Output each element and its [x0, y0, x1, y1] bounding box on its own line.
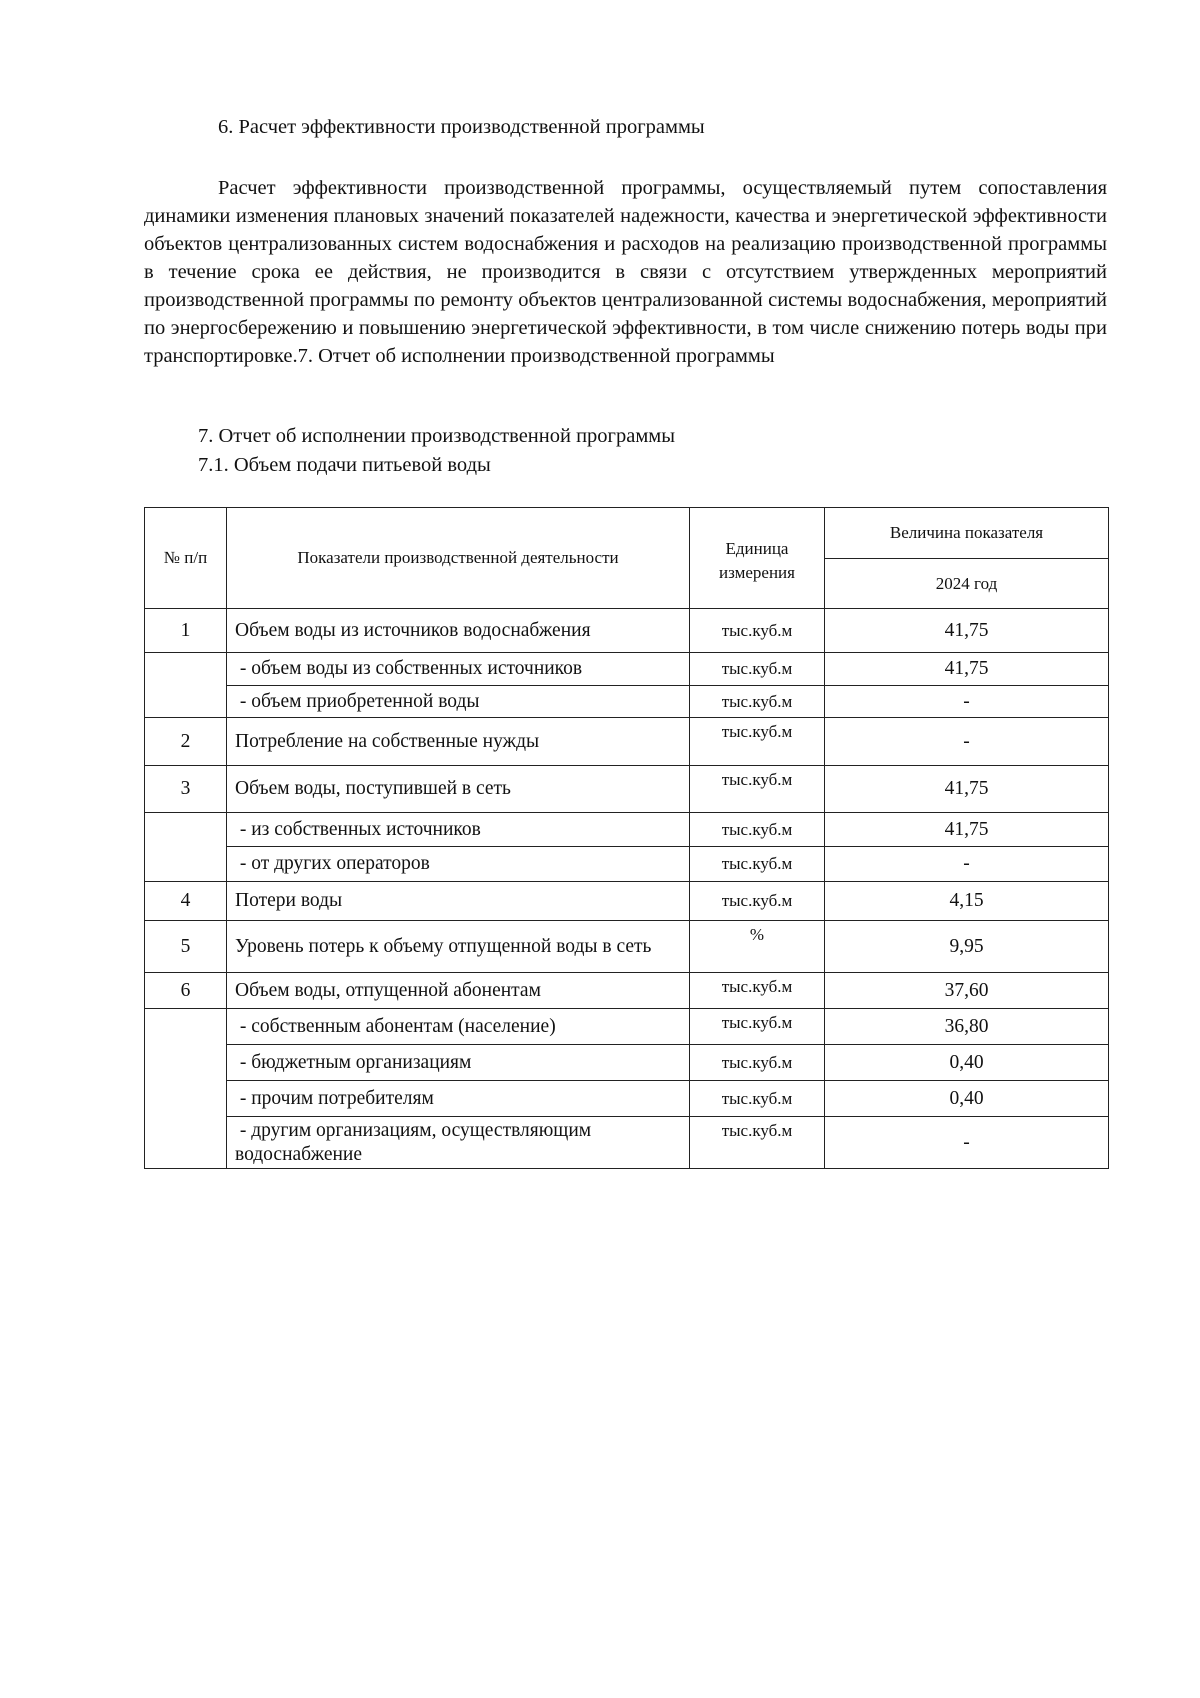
row-unit: тыс.куб.м: [690, 766, 825, 813]
table-row: [145, 847, 1109, 882]
water-supply-table: [144, 507, 1109, 1169]
row-indicator: - объем приобретенной воды: [227, 686, 690, 718]
row-num: 3: [145, 766, 227, 813]
table-row: [145, 766, 1109, 813]
table-row: [145, 1009, 1109, 1045]
row-indicator: - другим организациям, осуществляющим водоснабжение: [227, 1117, 690, 1169]
header-year: 2024 год: [825, 559, 1109, 609]
row-unit: тыс.куб.м: [690, 653, 825, 686]
row-indicator: - собственным абонентам (население): [227, 1009, 690, 1045]
row-indicator: Объем воды, отпущенной абонентам: [227, 973, 690, 1009]
row-unit: тыс.куб.м: [690, 1117, 825, 1169]
table-row: [145, 921, 1109, 973]
row-indicator: - из собственных источников: [227, 813, 690, 847]
row-value: -: [825, 1117, 1109, 1169]
table-row: [145, 653, 1109, 686]
row-unit: тыс.куб.м: [690, 813, 825, 847]
row-unit: тыс.куб.м: [690, 882, 825, 921]
row-indicator: Уровень потерь к объему отпущенной воды в сеть: [227, 921, 690, 973]
row-num: [145, 653, 227, 718]
row-unit: тыс.куб.м: [690, 686, 825, 718]
row-unit: тыс.куб.м: [690, 973, 825, 1009]
header-unit: Единица измерения: [690, 508, 825, 609]
row-value: -: [825, 718, 1109, 766]
row-indicator: Потребление на собственные нужды: [227, 718, 690, 766]
row-indicator: - от других операторов: [227, 847, 690, 882]
section-6-paragraph: Расчет эффективности производственной программы, осуществляемый путем сопоставления динамики изменения плановых значений показателей надежности, качества и энергетической эффективности объектов централизованных систем водоснабжения и расходов на реализацию производственной программы в течение срока ее действия, не производится в связи с отсутствием утвержденных мероприятий производственной программы по ремонту объектов централизованной системы водоснабжения, мероприятий по энергосбережению и повышению энергетической эффективности, в том числе снижению потерь воды при транспортировке.7. Отчет об исполнении производственной программы: [144, 177, 1107, 367]
row-num: 1: [145, 609, 227, 653]
row-num: 5: [145, 921, 227, 973]
row-indicator: Объем воды, поступившей в сеть: [227, 766, 690, 813]
row-unit: тыс.куб.м: [690, 1045, 825, 1081]
row-unit: тыс.куб.м: [690, 1081, 825, 1117]
row-indicator: - бюджетным организациям: [227, 1045, 690, 1081]
table-row: [145, 1045, 1109, 1081]
table-row: [145, 718, 1109, 766]
section-7-heading: 7. Отчет об исполнении производственной программы: [198, 425, 676, 447]
row-value: 9,95: [825, 921, 1109, 973]
table-row: [145, 686, 1109, 718]
row-unit: тыс.куб.м: [690, 609, 825, 653]
row-unit: тыс.куб.м: [690, 718, 825, 766]
row-value: 0,40: [825, 1081, 1109, 1117]
row-unit: тыс.куб.м: [690, 1009, 825, 1045]
table-row: [145, 882, 1109, 921]
row-num: [145, 813, 227, 882]
row-indicator: - прочим потребителям: [227, 1081, 690, 1117]
row-value: 41,75: [825, 766, 1109, 813]
row-value: 4,15: [825, 882, 1109, 921]
table-row: [145, 1117, 1109, 1169]
table-row: [145, 1081, 1109, 1117]
header-indicator: Показатели производственной деятельности: [227, 508, 690, 609]
row-value: -: [825, 686, 1109, 718]
row-unit: %: [690, 921, 825, 973]
section-6-heading: 6. Расчет эффективности производственной программы: [218, 116, 705, 138]
row-value: 0,40: [825, 1045, 1109, 1081]
section-7-1-subheading: 7.1. Объем подачи питьевой воды: [198, 454, 491, 476]
row-value: -: [825, 847, 1109, 882]
row-unit: тыс.куб.м: [690, 847, 825, 882]
row-num: 4: [145, 882, 227, 921]
row-num: 2: [145, 718, 227, 766]
header-value: Величина показателя: [825, 508, 1109, 559]
table-row: [145, 609, 1109, 653]
row-value: 41,75: [825, 653, 1109, 686]
table-row: [145, 973, 1109, 1009]
row-value: 41,75: [825, 813, 1109, 847]
row-indicator: - объем воды из собственных источников: [227, 653, 690, 686]
table-row: [145, 813, 1109, 847]
row-indicator: Объем воды из источников водоснабжения: [227, 609, 690, 653]
row-value: 36,80: [825, 1009, 1109, 1045]
row-num: 6: [145, 973, 227, 1009]
row-value: 37,60: [825, 973, 1109, 1009]
row-indicator: Потери воды: [227, 882, 690, 921]
header-num: № п/п: [145, 508, 227, 609]
row-value: 41,75: [825, 609, 1109, 653]
row-num: [145, 1009, 227, 1169]
